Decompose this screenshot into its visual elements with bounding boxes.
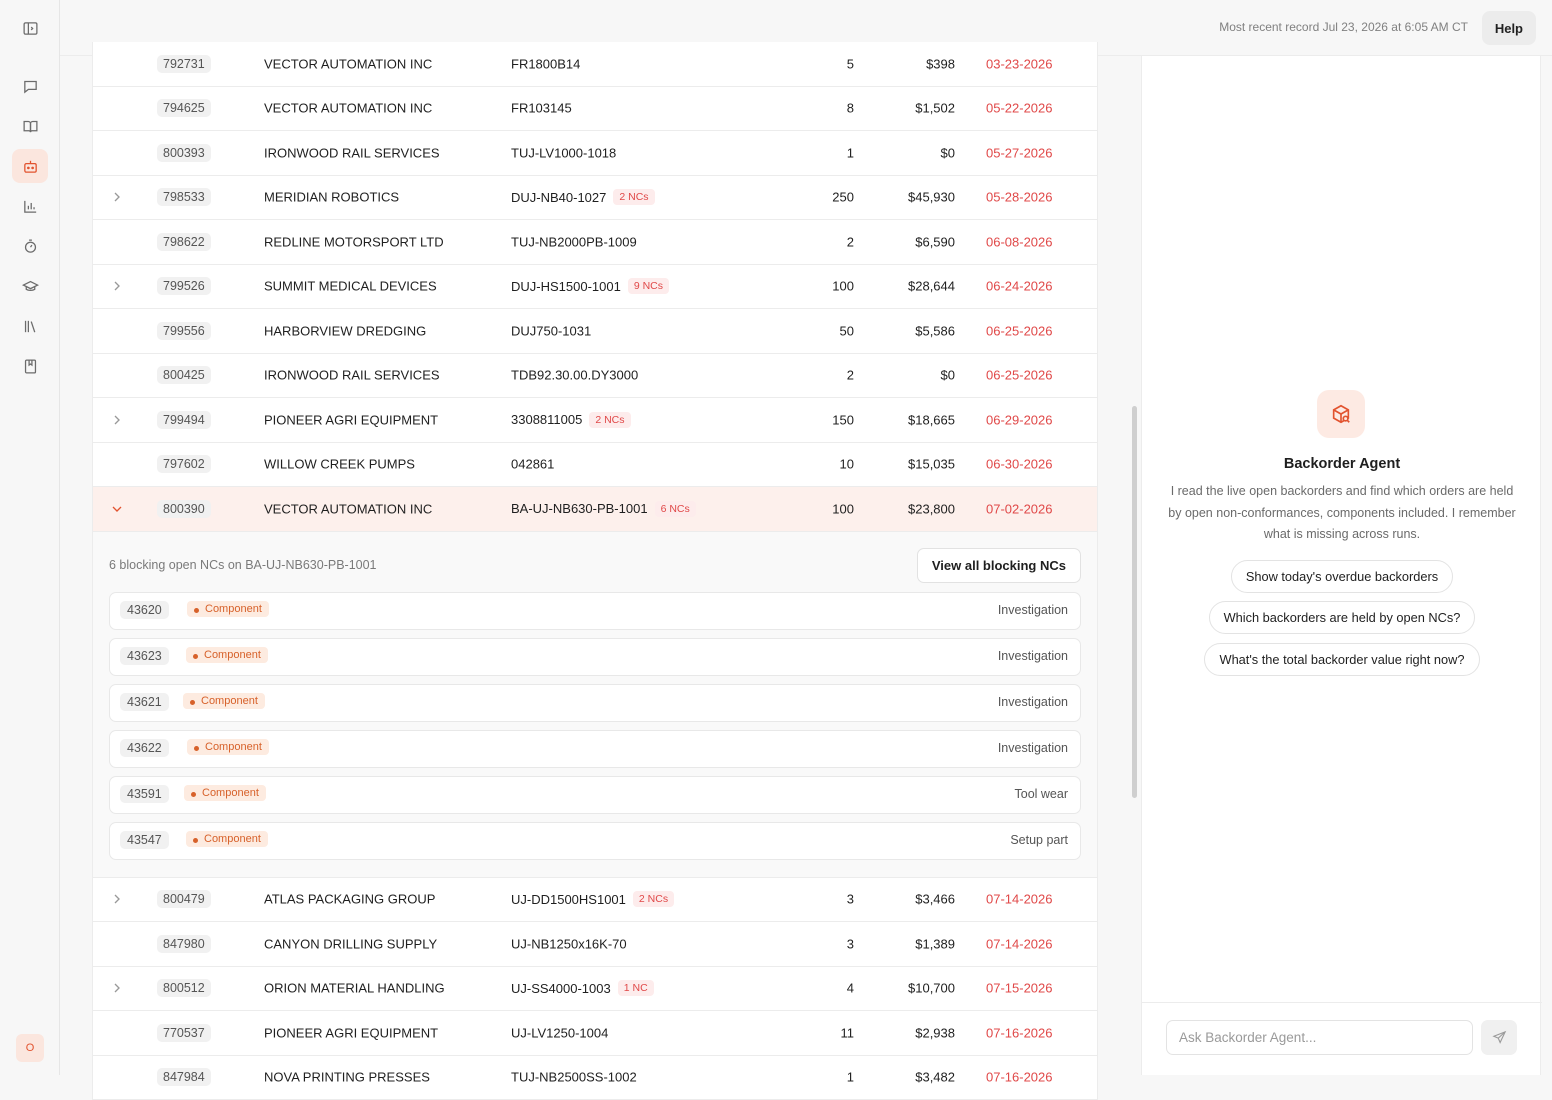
nc-item[interactable] <box>109 592 1081 630</box>
part-number: BA-UJ-NB630-PB-1001 <box>511 501 648 516</box>
suggestion-overdue-button[interactable]: Show today's overdue backorders <box>1231 560 1453 593</box>
part-number: UJ-SS4000-1003 <box>511 981 611 996</box>
sales-order-number: 799556 <box>157 322 211 340</box>
part-number-cell <box>511 189 655 205</box>
nc-id: 43622 <box>120 739 169 757</box>
sales-order-number: 800512 <box>157 979 211 997</box>
backorder-value: $3,466 <box>915 892 955 907</box>
sales-order-number: 847980 <box>157 935 211 953</box>
part-number: FR103145 <box>511 101 572 116</box>
table-row[interactable] <box>93 176 1097 221</box>
send-icon <box>1492 1030 1507 1045</box>
part-number: DUJ-NB40-1027 <box>511 190 606 205</box>
due-date: 06-25-2026 <box>986 323 1053 338</box>
table-row[interactable] <box>93 487 1097 532</box>
nc-id: 43623 <box>120 647 169 665</box>
backorder-value: $5,586 <box>915 323 955 338</box>
part-number: UJ-LV1250-1004 <box>511 1025 608 1040</box>
help-button[interactable]: Help <box>1482 11 1536 45</box>
nc-count-badge: 1 NC <box>618 980 654 996</box>
part-number: TUJ-NB2500SS-1002 <box>511 1070 637 1085</box>
chat-icon[interactable] <box>12 69 48 103</box>
quantity: 10 <box>840 457 854 472</box>
quantity: 100 <box>832 279 854 294</box>
part-number-cell <box>511 56 580 71</box>
part-number-cell <box>511 457 554 472</box>
quantity: 50 <box>840 323 854 338</box>
nc-count-badge: 2 NCs <box>589 412 630 428</box>
part-number: 042861 <box>511 457 554 472</box>
customer-name: SUMMIT MEDICAL DEVICES <box>264 279 437 294</box>
part-number-cell <box>511 323 591 338</box>
backorder-value: $45,930 <box>908 190 955 205</box>
notebook-icon[interactable] <box>12 349 48 383</box>
backorder-value: $0 <box>941 145 955 160</box>
sales-order-number: 798533 <box>157 188 211 206</box>
part-number: DUJ750-1031 <box>511 323 591 338</box>
part-number-cell <box>511 936 627 951</box>
due-date: 05-28-2026 <box>986 190 1053 205</box>
part-number-cell <box>511 412 631 428</box>
part-number-cell <box>511 234 637 249</box>
customer-name: WILLOW CREEK PUMPS <box>264 457 415 472</box>
view-all-ncs-button[interactable]: View all blocking NCs <box>917 548 1081 583</box>
nc-id: 43547 <box>120 831 169 849</box>
part-number-cell <box>511 278 669 294</box>
nc-count-badge: 2 NCs <box>633 891 674 907</box>
scrollbar[interactable] <box>1132 406 1137 798</box>
due-date: 06-30-2026 <box>986 457 1053 472</box>
graduation-cap-icon[interactable] <box>12 269 48 303</box>
panel-toggle-icon[interactable] <box>12 11 48 45</box>
table-row[interactable] <box>93 309 1097 354</box>
sales-order-number: 797602 <box>157 455 211 473</box>
backorder-value: $10,700 <box>908 981 955 996</box>
suggestion-chip <box>1142 643 1542 676</box>
table-row[interactable] <box>93 398 1097 443</box>
backorder-value: $0 <box>941 368 955 383</box>
part-number: 3308811005 <box>511 412 582 427</box>
sales-order-number: 794625 <box>157 99 211 117</box>
table-row[interactable] <box>93 131 1097 176</box>
table-row[interactable] <box>93 42 1097 87</box>
part-number-cell <box>511 368 638 383</box>
nc-id: 43591 <box>120 785 169 803</box>
due-date: 05-27-2026 <box>986 145 1053 160</box>
agent-panel <box>1141 56 1541 1075</box>
part-number-cell <box>511 101 572 116</box>
part-number: TDB92.30.00.DY3000 <box>511 368 638 383</box>
due-date: 06-25-2026 <box>986 368 1053 383</box>
part-number: FR1800B14 <box>511 56 580 71</box>
customer-name: ATLAS PACKAGING GROUP <box>264 892 435 907</box>
bot-icon[interactable] <box>12 149 48 183</box>
table-row[interactable] <box>93 87 1097 132</box>
table-row[interactable] <box>93 1011 1097 1056</box>
component-badge: Component <box>184 785 266 801</box>
backorder-value: $2,938 <box>915 1025 955 1040</box>
due-date: 07-14-2026 <box>986 892 1053 907</box>
quantity: 2 <box>847 234 854 249</box>
quantity: 2 <box>847 368 854 383</box>
table-row[interactable] <box>93 354 1097 399</box>
sales-order-number: 847984 <box>157 1068 211 1086</box>
part-number-cell <box>511 145 616 160</box>
table-row[interactable] <box>93 922 1097 967</box>
sales-order-number: 799494 <box>157 411 211 429</box>
table-row[interactable] <box>93 443 1097 488</box>
quantity: 150 <box>832 412 854 427</box>
due-date: 07-02-2026 <box>986 501 1053 516</box>
part-number-cell <box>511 1070 637 1085</box>
nc-count-badge: 6 NCs <box>655 501 696 517</box>
agent-chat-input[interactable] <box>1166 1020 1473 1055</box>
chevron-right-icon[interactable] <box>109 189 125 205</box>
part-number: DUJ-HS1500-1001 <box>511 279 621 294</box>
customer-name: PIONEER AGRI EQUIPMENT <box>264 412 438 427</box>
nc-id: 43621 <box>120 693 169 711</box>
table-row[interactable] <box>93 265 1097 310</box>
chevron-right-icon[interactable] <box>109 891 125 907</box>
customer-name: IRONWOOD RAIL SERVICES <box>264 145 440 160</box>
agent-title: Backorder Agent <box>1142 456 1542 472</box>
table-row[interactable] <box>93 1056 1097 1100</box>
nc-expansion-panel <box>93 532 1097 878</box>
nc-count-badge: 2 NCs <box>613 189 654 205</box>
quantity: 3 <box>847 892 854 907</box>
quantity: 4 <box>847 981 854 996</box>
component-badge: Component <box>186 831 268 847</box>
quantity: 1 <box>847 145 854 160</box>
table-row[interactable] <box>93 220 1097 265</box>
nc-status: Investigation <box>998 649 1068 663</box>
chat-composer <box>1142 1002 1542 1075</box>
nc-item[interactable] <box>109 822 1081 860</box>
sales-order-number: 770537 <box>157 1024 211 1042</box>
backorder-value: $15,035 <box>908 457 955 472</box>
backorder-value: $6,590 <box>915 234 955 249</box>
nc-id: 43620 <box>120 601 169 619</box>
bar-chart-icon[interactable] <box>12 189 48 223</box>
due-date: 06-24-2026 <box>986 279 1053 294</box>
send-button[interactable] <box>1481 1020 1517 1055</box>
due-date: 07-16-2026 <box>986 1070 1053 1085</box>
chevron-down-icon[interactable] <box>109 501 125 517</box>
nc-status: Investigation <box>998 695 1068 709</box>
package-search-icon <box>1317 390 1365 438</box>
sales-order-number: 800390 <box>157 500 211 518</box>
chevron-right-icon[interactable] <box>109 980 125 996</box>
quantity: 3 <box>847 936 854 951</box>
backorder-table <box>92 42 1098 1100</box>
customer-name: VECTOR AUTOMATION INC <box>264 56 432 71</box>
most-recent-record: Most recent record Jul 23, 2026 at 6:05 AM CT <box>1219 20 1468 34</box>
quantity: 250 <box>832 190 854 205</box>
part-number-cell <box>511 501 696 517</box>
part-number: TUJ-LV1000-1018 <box>511 145 616 160</box>
customer-name: PIONEER AGRI EQUIPMENT <box>264 1025 438 1040</box>
sales-order-number: 799526 <box>157 277 211 295</box>
customer-name: VECTOR AUTOMATION INC <box>264 501 432 516</box>
component-badge: Component <box>186 647 268 663</box>
part-number: UJ-DD1500HS1001 <box>511 892 626 907</box>
customer-name: CANYON DRILLING SUPPLY <box>264 936 437 951</box>
sales-order-number: 792731 <box>157 55 211 73</box>
sales-order-number: 800425 <box>157 366 211 384</box>
quantity: 11 <box>841 1025 855 1040</box>
agent-description: I read the live open backorders and find which orders are held by open non-conformances, components included. I remember what is missing across runs. <box>1168 481 1516 546</box>
backorder-value: $398 <box>926 56 955 71</box>
customer-name: MERIDIAN ROBOTICS <box>264 190 399 205</box>
nc-panel-heading: 6 blocking open NCs on BA-UJ-NB630-PB-1001 <box>109 558 377 572</box>
nc-status: Investigation <box>998 603 1068 617</box>
sales-order-number: 800479 <box>157 890 211 908</box>
backorder-value: $28,644 <box>908 279 955 294</box>
table-row[interactable] <box>93 878 1097 923</box>
sales-order-number: 800393 <box>157 144 211 162</box>
table-row[interactable] <box>93 967 1097 1012</box>
part-number: TUJ-NB2000PB-1009 <box>511 234 637 249</box>
backorder-value: $1,389 <box>915 936 955 951</box>
due-date: 07-16-2026 <box>986 1025 1053 1040</box>
suggestion-total-value-button[interactable]: What's the total backorder value right now? <box>1204 643 1479 676</box>
component-badge: Component <box>187 739 269 755</box>
library-icon[interactable] <box>12 309 48 343</box>
customer-name: ORION MATERIAL HANDLING <box>264 981 445 996</box>
chevron-right-icon[interactable] <box>109 412 125 428</box>
book-icon[interactable] <box>12 109 48 143</box>
suggestion-chip <box>1142 560 1542 593</box>
nc-item[interactable] <box>109 638 1081 676</box>
quantity: 8 <box>847 101 854 116</box>
part-number-cell <box>511 980 654 996</box>
component-badge: Component <box>187 601 269 617</box>
component-badge: Component <box>183 693 265 709</box>
quantity: 1 <box>847 1070 854 1085</box>
icon-rail <box>0 0 60 1075</box>
due-date: 03-23-2026 <box>986 56 1053 71</box>
suggestion-chip <box>1142 601 1542 634</box>
customer-name: NOVA PRINTING PRESSES <box>264 1070 430 1085</box>
backorder-value: $18,665 <box>908 412 955 427</box>
part-number: UJ-NB1250x16K-70 <box>511 936 627 951</box>
nc-status: Setup part <box>1010 833 1068 847</box>
sales-order-number: 798622 <box>157 233 211 251</box>
nc-status: Tool wear <box>1015 787 1069 801</box>
quantity: 5 <box>847 56 854 71</box>
part-number-cell <box>511 1025 608 1040</box>
nc-count-badge: 9 NCs <box>628 278 669 294</box>
backorder-table-area <box>60 56 1140 1075</box>
nc-status: Investigation <box>998 741 1068 755</box>
timer-icon[interactable] <box>12 229 48 263</box>
due-date: 07-14-2026 <box>986 936 1053 951</box>
backorder-value: $3,482 <box>915 1070 955 1085</box>
due-date: 07-15-2026 <box>986 981 1053 996</box>
customer-name: IRONWOOD RAIL SERVICES <box>264 368 440 383</box>
due-date: 06-29-2026 <box>986 412 1053 427</box>
backorder-value: $23,800 <box>908 501 955 516</box>
nc-item[interactable] <box>109 776 1081 814</box>
quantity: 100 <box>832 501 854 516</box>
suggestion-held-by-ncs-button[interactable]: Which backorders are held by open NCs? <box>1209 601 1476 634</box>
nc-item[interactable] <box>109 730 1081 768</box>
customer-name: HARBORVIEW DREDGING <box>264 323 426 338</box>
avatar[interactable]: O <box>16 1034 44 1062</box>
due-date: 05-22-2026 <box>986 101 1053 116</box>
part-number-cell <box>511 891 674 907</box>
due-date: 06-08-2026 <box>986 234 1053 249</box>
customer-name: VECTOR AUTOMATION INC <box>264 101 432 116</box>
customer-name: REDLINE MOTORSPORT LTD <box>264 234 444 249</box>
backorder-value: $1,502 <box>915 101 955 116</box>
chevron-right-icon[interactable] <box>109 278 125 294</box>
nc-item[interactable] <box>109 684 1081 722</box>
